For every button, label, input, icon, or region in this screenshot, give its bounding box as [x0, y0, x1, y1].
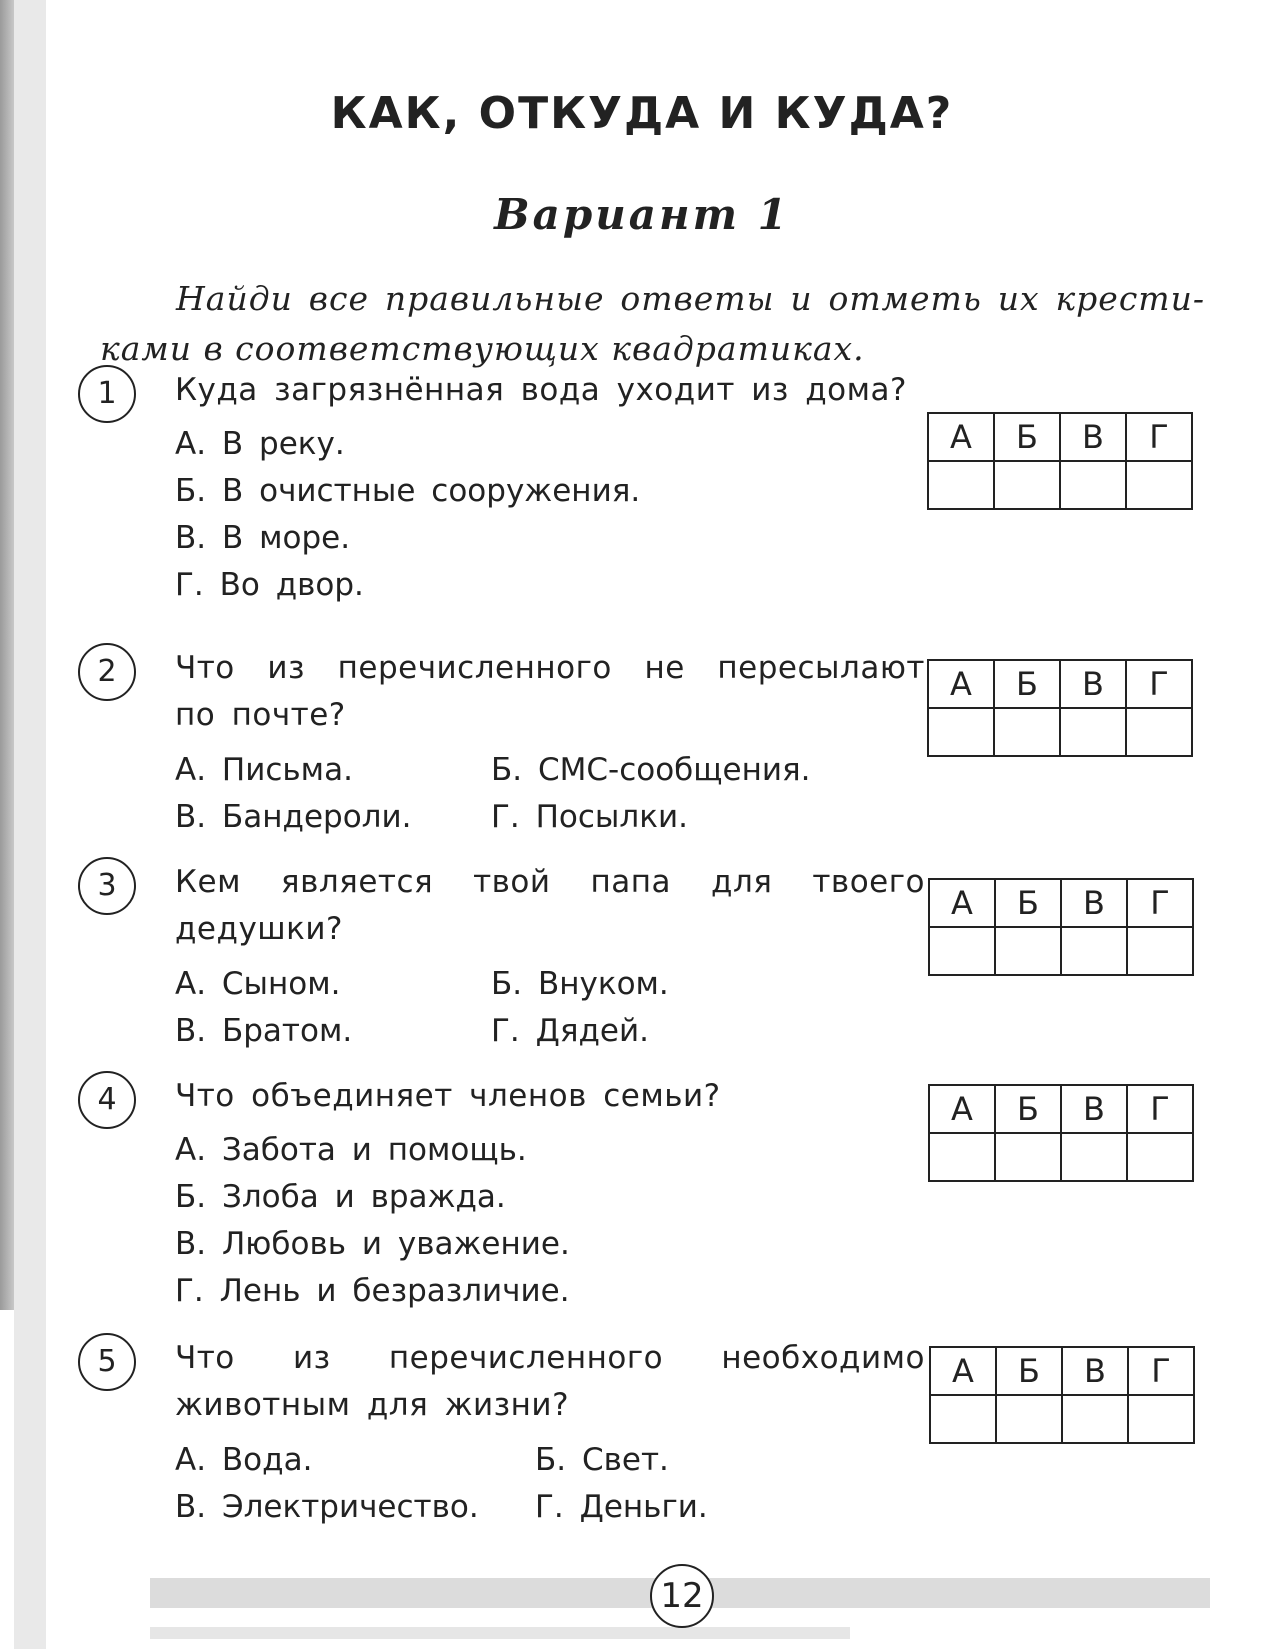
question-line: Что из перечисленного необходимо	[175, 1340, 925, 1376]
answer-box-d[interactable]	[1127, 927, 1193, 975]
answer-grid-1	[927, 412, 1193, 510]
option-c: В. Бандероли.	[175, 799, 412, 835]
question-line: животным для жизни?	[175, 1387, 570, 1423]
question-line: по почте?	[175, 697, 346, 733]
option-c: В. В море.	[175, 520, 351, 556]
grid-label-c: В	[1061, 1085, 1127, 1133]
option-a: А. Забота и помощь.	[175, 1132, 527, 1168]
page-title: КАК, ОТКУДА И КУДА?	[330, 88, 954, 139]
grid-label-b: Б	[995, 1085, 1061, 1133]
option-b: Б. СМС-сообщения.	[491, 752, 811, 788]
question-line: Что из перечисленного не пересылают	[175, 650, 925, 686]
option-b: Б. В очистные сооружения.	[175, 473, 641, 509]
answer-box-a[interactable]	[928, 461, 994, 509]
option-a: А. Сыном.	[175, 966, 341, 1002]
option-d: Г. Во двор.	[175, 567, 364, 603]
option-a: А. Письма.	[175, 752, 353, 788]
answer-options	[175, 747, 935, 841]
grid-label-b: Б	[994, 660, 1060, 708]
option-a: А. В реку.	[175, 426, 345, 462]
question-number-badge: 4	[78, 1071, 136, 1129]
answer-box-b[interactable]	[996, 1395, 1062, 1443]
answer-grid-4	[928, 1084, 1194, 1182]
grid-label-b: Б	[994, 413, 1060, 461]
grid-label-d: Г	[1127, 1085, 1193, 1133]
grid-label-d: Г	[1128, 1347, 1194, 1395]
answer-box-a[interactable]	[929, 1133, 995, 1181]
answer-grid-2	[927, 659, 1193, 757]
page-number: 12	[650, 1564, 714, 1628]
option-c: В. Братом.	[175, 1013, 353, 1049]
question-text	[175, 367, 925, 414]
answer-box-c[interactable]	[1061, 927, 1127, 975]
question-text	[175, 1335, 925, 1429]
answer-options	[175, 1437, 955, 1531]
answer-options	[175, 961, 935, 1055]
answer-grid-5	[929, 1346, 1195, 1444]
option-c: В. Любовь и уважение.	[175, 1226, 570, 1262]
option-b: Б. Злоба и вражда.	[175, 1179, 506, 1215]
answer-box-a[interactable]	[930, 1395, 996, 1443]
answer-options	[175, 1127, 570, 1315]
question-line: дедушки?	[175, 911, 343, 947]
variant-heading: Вариант 1	[494, 190, 790, 239]
grid-label-b: Б	[995, 879, 1061, 927]
question-number-badge: 3	[78, 857, 136, 915]
answer-box-c[interactable]	[1062, 1395, 1128, 1443]
answer-box-b[interactable]	[994, 461, 1060, 509]
answer-grid-3	[928, 878, 1194, 976]
grid-label-b: Б	[996, 1347, 1062, 1395]
answer-box-d[interactable]	[1126, 708, 1192, 756]
answer-options	[175, 421, 640, 609]
question-text	[175, 859, 925, 953]
grid-label-a: А	[928, 413, 994, 461]
grid-label-d: Г	[1126, 660, 1192, 708]
instruction-text	[100, 274, 1205, 374]
answer-box-b[interactable]	[995, 927, 1061, 975]
grid-label-c: В	[1062, 1347, 1128, 1395]
answer-box-d[interactable]	[1126, 461, 1192, 509]
grid-label-d: Г	[1127, 879, 1193, 927]
question-line: Куда загрязнённая вода уходит из дома?	[175, 372, 907, 408]
answer-box-d[interactable]	[1128, 1395, 1194, 1443]
grid-label-c: В	[1061, 879, 1127, 927]
grid-label-a: А	[929, 1085, 995, 1133]
question-text	[175, 645, 925, 739]
question-line: Кем является твой папа для твоего	[175, 864, 925, 900]
question-line: Что объединяет членов семьи?	[175, 1078, 721, 1114]
question-text	[175, 1073, 925, 1120]
option-c: В. Электричество.	[175, 1489, 479, 1525]
footer-bar-lower	[150, 1627, 850, 1639]
answer-box-b[interactable]	[994, 708, 1060, 756]
answer-box-c[interactable]	[1060, 461, 1126, 509]
option-b: Б. Внуком.	[491, 966, 669, 1002]
instruction-line-1: Найди все правильные ответы и отметь их крести-	[176, 279, 1205, 318]
option-a: А. Вода.	[175, 1442, 313, 1478]
option-d: Г. Дядей.	[491, 1013, 649, 1049]
answer-box-a[interactable]	[928, 708, 994, 756]
answer-box-c[interactable]	[1061, 1133, 1127, 1181]
question-number-badge: 5	[78, 1333, 136, 1391]
grid-label-c: В	[1060, 413, 1126, 461]
grid-label-d: Г	[1126, 413, 1192, 461]
page-margin-strip	[14, 0, 46, 1649]
answer-box-b[interactable]	[995, 1133, 1061, 1181]
grid-label-a: А	[929, 879, 995, 927]
option-d: Г. Лень и безразличие.	[175, 1273, 570, 1309]
instruction-line-2: ками в соответствующих квадратиках.	[100, 329, 865, 368]
grid-label-a: А	[928, 660, 994, 708]
option-d: Г. Посылки.	[491, 799, 688, 835]
option-b: Б. Свет.	[535, 1442, 669, 1478]
grid-label-a: А	[930, 1347, 996, 1395]
answer-box-a[interactable]	[929, 927, 995, 975]
option-d: Г. Деньги.	[535, 1489, 708, 1525]
grid-label-c: В	[1060, 660, 1126, 708]
question-number-badge: 2	[78, 643, 136, 701]
answer-box-c[interactable]	[1060, 708, 1126, 756]
answer-box-d[interactable]	[1127, 1133, 1193, 1181]
question-number-badge: 1	[78, 365, 136, 423]
